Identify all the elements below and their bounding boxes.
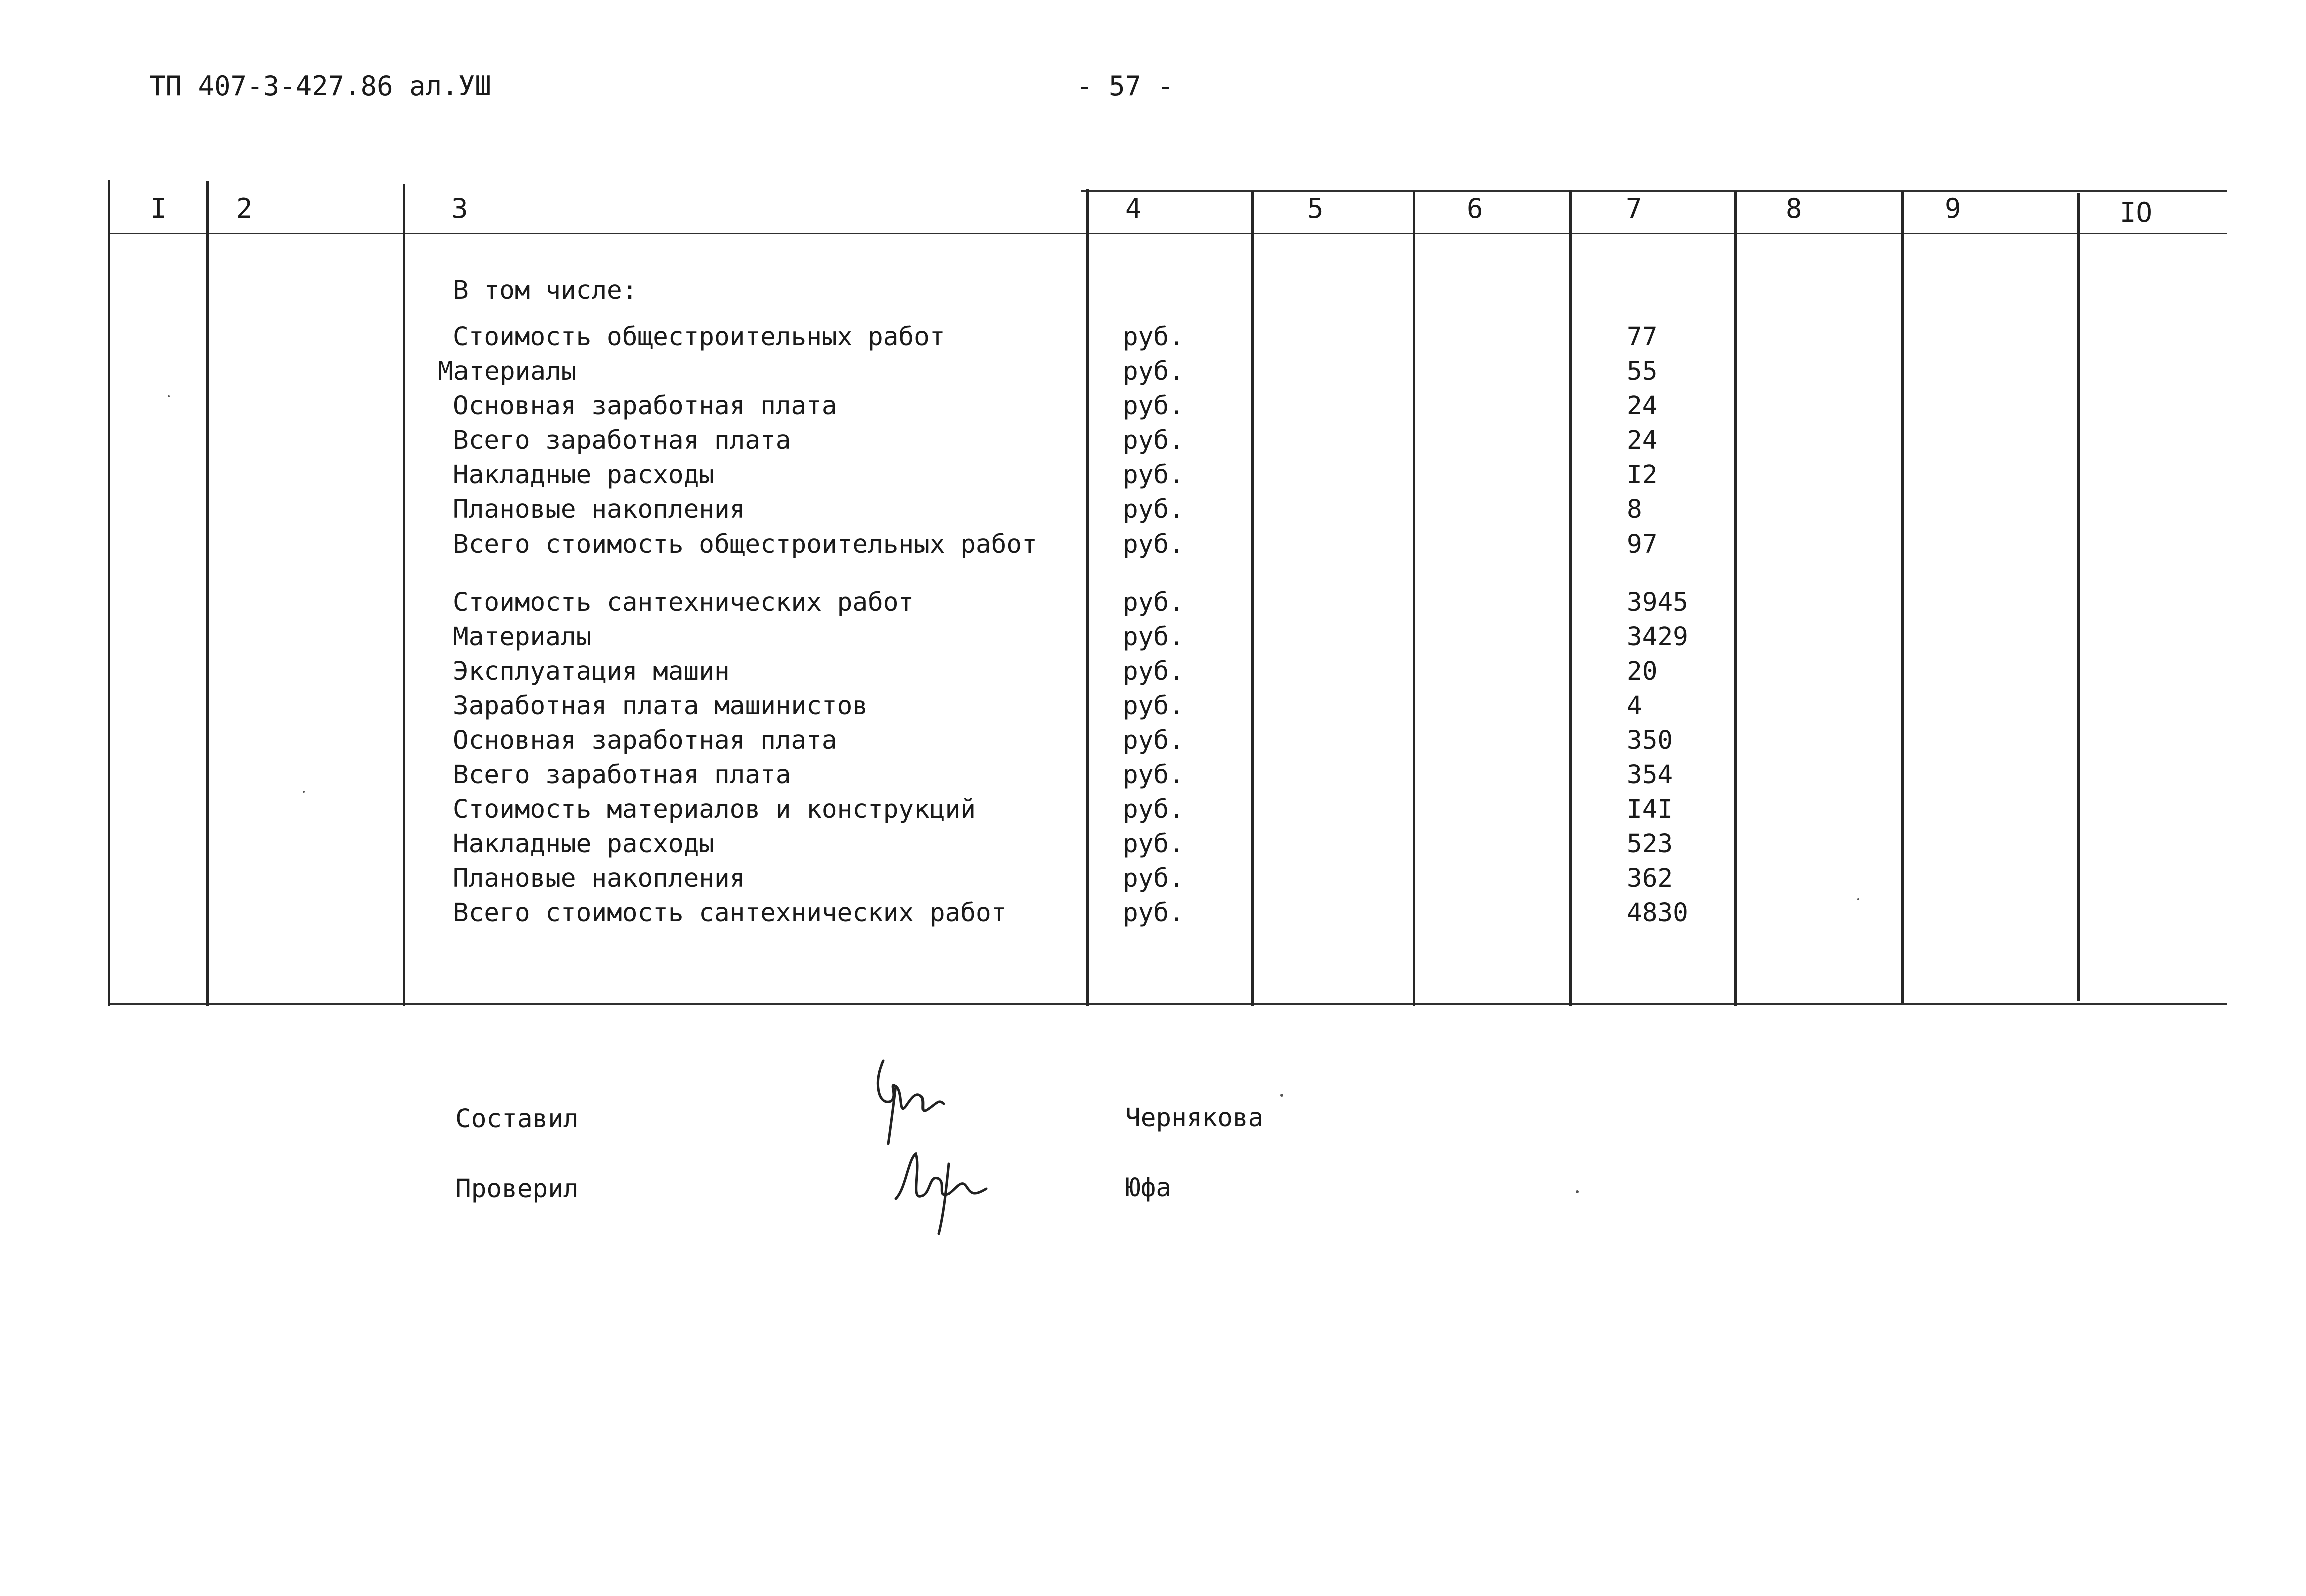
row-label: Стоимость материалов и конструкций — [453, 795, 976, 824]
table-row — [0, 900, 2306, 935]
row-unit: руб. — [1123, 898, 1184, 928]
column-number-2: 2 — [236, 193, 253, 224]
compiled-by-name: Чернякова — [1125, 1103, 1264, 1133]
table-row — [0, 797, 2306, 831]
row-label: Материалы — [438, 357, 577, 386]
row-unit: руб. — [1123, 426, 1184, 455]
table-row — [0, 428, 2306, 462]
row-unit: руб. — [1123, 691, 1184, 721]
column-number-6: 6 — [1467, 193, 1483, 224]
row-unit: руб. — [1123, 460, 1184, 490]
row-unit: руб. — [1123, 864, 1184, 893]
column-number-4: 4 — [1125, 193, 1142, 224]
row-value: 354 — [1627, 760, 1673, 790]
table-row — [0, 693, 2306, 728]
row-value: 3945 — [1627, 588, 1688, 617]
checked-by-name: Юфа — [1125, 1173, 1172, 1203]
table-row — [0, 590, 2306, 624]
row-label: Эксплуатация машин — [453, 657, 730, 686]
column-number-7: 7 — [1626, 193, 1642, 224]
column-number-8: 8 — [1786, 193, 1802, 224]
row-unit: руб. — [1123, 529, 1184, 559]
row-unit: руб. — [1123, 322, 1184, 352]
table-row — [0, 359, 2306, 393]
row-label: Всего заработная плата — [453, 760, 791, 790]
row-label: Всего стоимость сантехнических работ — [453, 898, 1007, 928]
column-number-3: 3 — [451, 193, 468, 224]
row-label: Накладные расходы — [453, 829, 714, 859]
scan-speck — [1576, 1190, 1579, 1193]
table-row — [0, 324, 2306, 359]
table-row — [0, 831, 2306, 866]
row-value: I2 — [1627, 460, 1658, 490]
table-row — [0, 462, 2306, 497]
row-unit: руб. — [1123, 657, 1184, 686]
row-value: 55 — [1627, 357, 1658, 386]
table-row — [0, 497, 2306, 531]
row-label: Материалы — [453, 622, 592, 652]
row-value: 3429 — [1627, 622, 1688, 652]
table-row — [0, 659, 2306, 693]
row-value: 20 — [1627, 657, 1658, 686]
row-value: 77 — [1627, 322, 1658, 352]
row-value: 24 — [1627, 426, 1658, 455]
row-value: I4I — [1627, 795, 1673, 824]
row-value: 4830 — [1627, 898, 1688, 928]
row-unit: руб. — [1123, 391, 1184, 421]
subheading-including: В том числе: — [453, 276, 638, 305]
row-label: Плановые накопления — [453, 864, 745, 893]
row-unit: руб. — [1123, 588, 1184, 617]
row-value: 4 — [1627, 691, 1642, 721]
row-label: Накладные расходы — [453, 460, 714, 490]
row-unit: руб. — [1123, 357, 1184, 386]
scan-speck — [168, 395, 170, 397]
checked-by-label: Проверил — [455, 1174, 579, 1204]
table-row — [0, 762, 2306, 797]
row-label: Стоимость сантехнических работ — [453, 588, 914, 617]
scan-speck — [303, 791, 305, 793]
row-value: 8 — [1627, 495, 1642, 524]
compiled-by-label: Составил — [455, 1104, 579, 1134]
column-number-10: IO — [2120, 197, 2153, 228]
row-value: 362 — [1627, 864, 1673, 893]
row-unit: руб. — [1123, 495, 1184, 524]
checked-signature-mark — [886, 1139, 1001, 1239]
column-number-9: 9 — [1945, 193, 1961, 224]
row-unit: руб. — [1123, 829, 1184, 859]
document-code: ТП 407-3-427.86 ал.УШ — [149, 70, 491, 102]
row-value: 97 — [1627, 529, 1658, 559]
table-row — [0, 866, 2306, 900]
table-row — [0, 531, 2306, 566]
row-value: 350 — [1627, 726, 1673, 755]
page-number: - 57 - — [1076, 70, 1174, 102]
row-unit: руб. — [1123, 726, 1184, 755]
row-value: 523 — [1627, 829, 1673, 859]
table-row — [0, 624, 2306, 659]
row-label: Плановые накопления — [453, 495, 745, 524]
row-label: Основная заработная плата — [453, 726, 837, 755]
row-unit: руб. — [1123, 622, 1184, 652]
column-number-1: I — [150, 193, 167, 224]
scan-speck — [1280, 1094, 1283, 1097]
table-bottom-rule — [108, 1003, 2227, 1005]
table-header-rule — [108, 233, 2227, 234]
row-unit: руб. — [1123, 760, 1184, 790]
row-label: Стоимость общестроительных работ — [453, 322, 945, 352]
compiled-signature-mark — [868, 1051, 969, 1151]
column-number-5: 5 — [1307, 193, 1324, 224]
row-label: Всего заработная плата — [453, 426, 791, 455]
row-label: Заработная плата машинистов — [453, 691, 868, 721]
row-unit: руб. — [1123, 795, 1184, 824]
table-row — [0, 728, 2306, 762]
table-row — [0, 393, 2306, 428]
row-label: Основная заработная плата — [453, 391, 837, 421]
scan-speck — [1857, 898, 1859, 900]
row-label: Всего стоимость общестроительных работ — [453, 529, 1037, 559]
row-value: 24 — [1627, 391, 1658, 421]
